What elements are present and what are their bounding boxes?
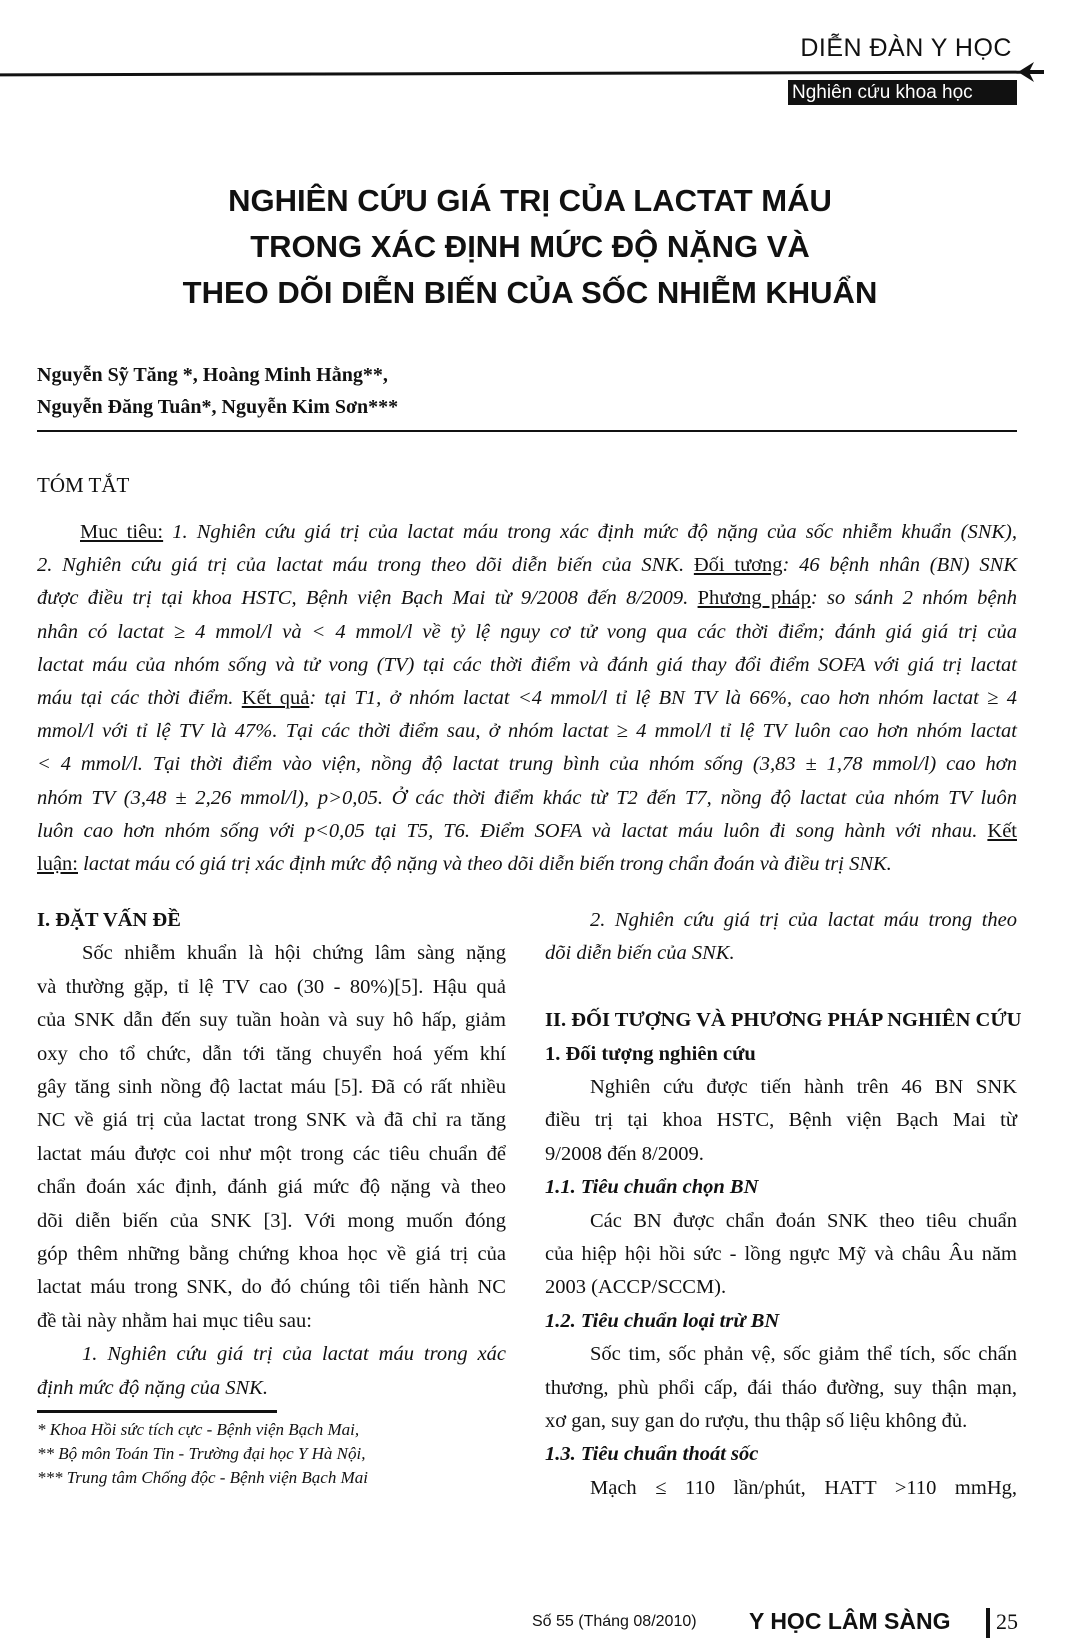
- abstract-label: Kết: [987, 819, 1017, 842]
- subsection-label: Nghiên cứu khoa học: [788, 80, 1017, 105]
- title-line: NGHIÊN CỨU GIÁ TRỊ CỦA LACTAT MÁU: [228, 183, 832, 218]
- abstract-text: 1. Nghiên cứu giá trị của lactat máu trong xác định mức độ nặng của sốc nhiễm khuẩn (SNK),: [163, 521, 1017, 543]
- abstract-text: được điều trị tại khoa HSTC, Bệnh viện Bạch Mai từ 9/2008 đến 8/2009.: [37, 587, 698, 610]
- body-line: dõi diễn biến của SNK [3]. Với mong muốn đóng: [37, 1209, 506, 1232]
- body-line: 9/2008 đến 8/2009.: [545, 1142, 704, 1165]
- abstract-line: [37, 848, 1017, 881]
- body-line: thương, phù phổi cấp, đái tháo đường, suy thận mạn,: [545, 1376, 1017, 1399]
- abstract-label: Kết quả: [241, 687, 310, 709]
- section-heading: 1.2. Tiêu chuẩn loại trừ BN: [545, 1309, 780, 1332]
- footnote-rule: [37, 1410, 277, 1413]
- abstract-text: 2. Nghiên cứu giá trị của lactat máu trong theo dõi diễn biến của SNK.: [37, 554, 694, 577]
- abstract-text: luôn cao hơn nhóm sống với p<0,05 tại T5, T6. Điểm SOFA và lactat máu luôn đi song hành với nhau.: [37, 819, 988, 842]
- abstract-text: lactat máu của nhóm sống và tử vong (TV) tại các thời điểm và đánh giá thay đổi điểm SOFA với giá trị lactat: [37, 653, 1017, 676]
- body-line: điều trị tại khoa HSTC, Bệnh viện Bạch Mai từ: [545, 1109, 1017, 1132]
- body-line: của SNK dẫn đến suy tuần hoàn và suy hô hấp, giảm: [37, 1009, 506, 1032]
- abstract-text: nhóm TV (3,48 ± 2,26 mmol/l), p>0,05. Ở các thời điểm khác từ T2 đến T7, nồng độ lactat của nhóm TV luôn: [37, 786, 1017, 809]
- abstract-line: [37, 815, 1017, 848]
- body-line: [545, 971, 1017, 1004]
- abstract-heading: TÓM TẮT: [37, 473, 130, 497]
- body-line: lactat máu được coi như một trong các tiêu chuẩn để: [37, 1142, 506, 1165]
- abstract-line: [37, 616, 1017, 649]
- body-line: 2003 (ACCP/SCCM).: [545, 1276, 727, 1299]
- footnote: * Khoa Hồi sức tích cực - Bệnh viện Bạch Mai,: [37, 1420, 360, 1439]
- abstract-text: : tại T1, ở nhóm lactat <4 mmol/l tỉ lệ BN TV là 66%, cao hơn nhóm lactat ≥ 4: [309, 687, 1017, 709]
- abstract-line: [80, 516, 1017, 549]
- abstract-line: [37, 715, 1017, 748]
- abstract-text: : so sánh 2 nhóm bệnh: [810, 587, 1018, 610]
- body-line: Nghiên cứu được tiến hành trên 46 BN SNK: [590, 1076, 1017, 1098]
- issue-number: Số 55 (Tháng 08/2010): [532, 1613, 697, 1630]
- footnote: ** Bộ môn Toán Tin - Trường đại học Y Hà Nội,: [37, 1444, 366, 1463]
- body-line: định mức độ nặng của SNK.: [37, 1376, 268, 1399]
- section-heading: 1. Đối tượng nghiên cứu: [545, 1042, 756, 1065]
- body-line: góp thêm những bằng chứng khoa học về giá trị của: [37, 1243, 506, 1265]
- abstract-text: : 46 bệnh nhân (BN) SNK: [782, 554, 1017, 577]
- section-heading: II. ĐỐI TƯỢNG VÀ PHƯƠNG PHÁP NGHIÊN CỨU: [545, 1009, 1022, 1032]
- body-line: xơ gan, suy gan do rượu, thu thập số liệu không đủ.: [545, 1410, 968, 1432]
- body-line: của hiệp hội hồi sức - lồng ngực Mỹ và châu Âu năm: [545, 1243, 1017, 1265]
- abstract-label: Đối tương: [693, 554, 783, 577]
- abstract-line: [37, 649, 1017, 682]
- abstract-line: [37, 582, 1017, 615]
- divider: [37, 430, 1017, 432]
- page-number: 25: [996, 1609, 1018, 1634]
- footer-separator: [986, 1608, 990, 1638]
- abstract-label: Muc tiêu:: [80, 521, 164, 543]
- abstract-label: luận:: [37, 853, 78, 875]
- body-line: 1. Nghiên cứu giá trị của lactat máu trong xác: [82, 1343, 506, 1366]
- section-heading: 1.3. Tiêu chuẩn thoát sốc: [545, 1443, 759, 1466]
- body-line: Sốc nhiễm khuẩn là hội chứng lâm sàng nặng: [82, 942, 506, 965]
- title-line: TRONG XÁC ĐỊNH MỨC ĐỘ NẶNG VÀ: [250, 229, 810, 264]
- body-line: 2. Nghiên cứu giá trị của lactat máu trong theo: [590, 909, 1017, 931]
- body-line: và thường gặp, tỉ lệ TV cao (30 - 80%)[5]. Hậu quả: [37, 975, 506, 998]
- body-line: oxy cho tổ chức, dẫn tới tăng chuyển hoá yếm khí: [37, 1042, 506, 1065]
- abstract-label: Phương pháp: [697, 587, 811, 610]
- journal-name: Y HỌC LÂM SÀNG: [749, 1608, 951, 1634]
- body-line: Các BN được chẩn đoán SNK theo tiêu chuẩn: [590, 1209, 1017, 1232]
- body-line: lactat máu trong SNK, do đó chúng tôi tiến hành NC: [37, 1276, 506, 1299]
- abstract-line: [37, 682, 1017, 715]
- body-line: chẩn đoán xác định, đánh giá mức độ nặng và theo: [37, 1176, 506, 1199]
- footnote: *** Trung tâm Chống độc - Bệnh viện Bạch Mai: [37, 1468, 368, 1487]
- author-line: Nguyễn Sỹ Tăng *, Hoàng Minh Hằng**,: [37, 364, 388, 386]
- author-line: Nguyễn Đăng Tuân*, Nguyễn Kim Sơn***: [37, 396, 399, 418]
- header-rule: [0, 71, 1030, 77]
- abstract-line: [37, 782, 1017, 815]
- body-line: Mạch ≤ 110 lần/phút, HATT >110 mmHg,: [590, 1476, 1017, 1499]
- body-line: dõi diễn biến của SNK.: [545, 942, 735, 965]
- body-line: NC về giá trị của lactat trong SNK và đã chỉ ra tăng: [37, 1109, 506, 1132]
- article-title: [60, 178, 1000, 316]
- abstract-line: [37, 549, 1017, 582]
- body-line: gây tăng sinh nồng độ lactat máu [5]. Đã có rất nhiều: [37, 1076, 506, 1098]
- abstract-text: máu tại các thời điểm.: [37, 687, 242, 709]
- section-heading: I. ĐẶT VẤN ĐỀ: [37, 909, 181, 931]
- abstract-line: [37, 748, 1017, 781]
- section-header: DIỄN ĐÀN Y HỌC: [800, 34, 1012, 62]
- body-line: Sốc tim, sốc phản vệ, sốc giảm thể tích, sốc chấn: [590, 1343, 1017, 1366]
- abstract-text: mmol/l với tỉ lệ TV là 47%. Tại các thời điểm sau, ở nhóm lactat ≥ 4 mmol/l tỉ lệ TV luôn cao hơn nhóm lactat: [37, 720, 1017, 743]
- section-heading: 1.1. Tiêu chuẩn chọn BN: [545, 1176, 759, 1199]
- abstract-text: < 4 mmol/l. Tại thời điểm vào viện, nồng độ lactat trung bình của nhóm sống (3,83 ± 1,78 mmol/l) cao hơn: [37, 753, 1017, 776]
- body-line: đề tài này nhằm hai mục tiêu sau:: [37, 1309, 312, 1332]
- abstract-text: lactat máu có giá trị xác định mức độ nặng và theo dõi diễn biến trong chẩn đoán và điều trị SNK.: [78, 853, 892, 875]
- abstract-text: nhân có lactat ≥ 4 mmol/l và < 4 mmol/l về tỷ lệ nguy cơ tử vong qua các thời điểm; đánh giá giá trị của: [37, 620, 1017, 643]
- title-line: THEO DÕI DIỄN BIẾN CỦA SỐC NHIỄM KHUẨN: [182, 275, 878, 310]
- arrow-left-icon: [1016, 58, 1044, 86]
